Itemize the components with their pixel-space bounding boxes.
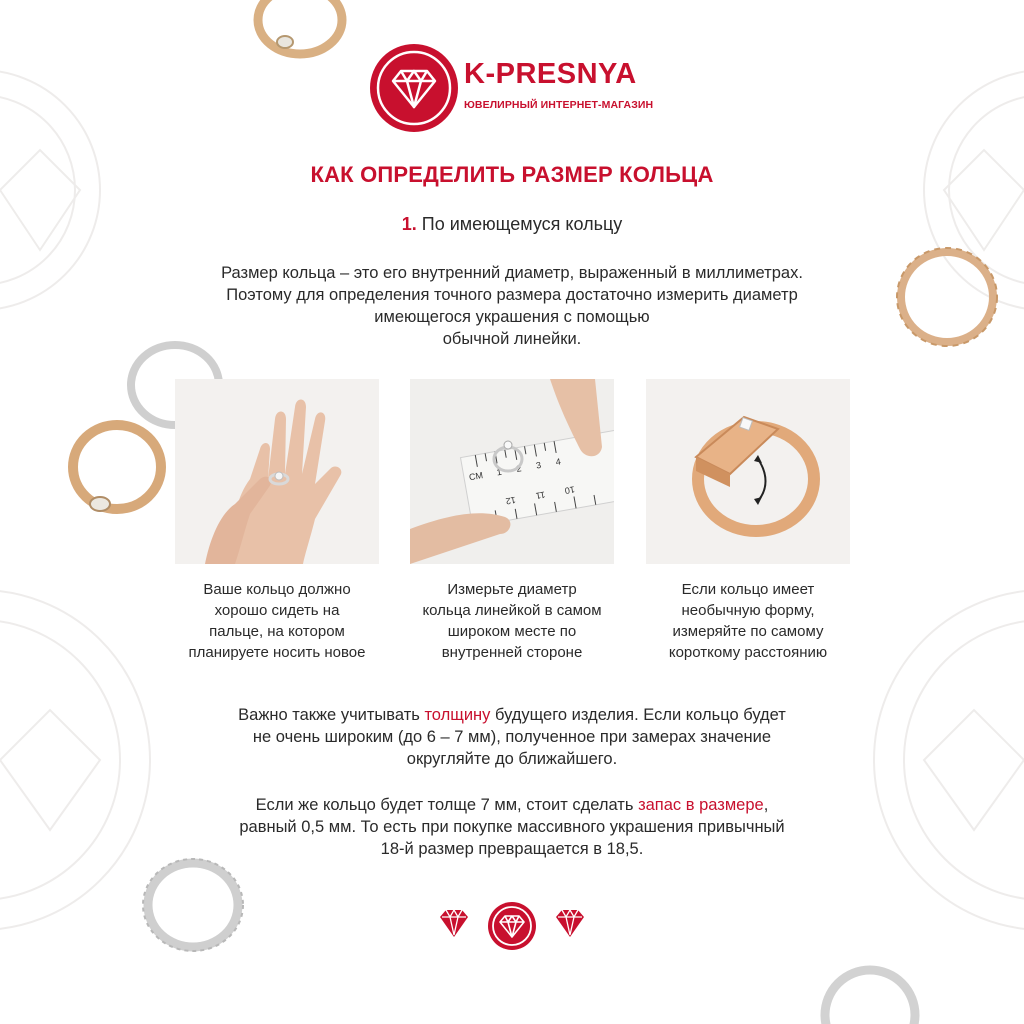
note-text: Важно также учитывать <box>238 706 425 724</box>
step-caption <box>638 579 858 663</box>
ruler-label: 11 <box>535 489 547 502</box>
hand-with-ring-photo <box>175 379 379 564</box>
note-line <box>112 794 912 816</box>
caption-line: широком месте по <box>447 623 577 640</box>
ruler-label: 1 <box>495 466 503 478</box>
ruler-label: 2 <box>515 463 523 475</box>
intro-line: Размер кольца – это его внутренний диаметр, выраженный в миллиметрах. <box>221 264 803 282</box>
intro-line: Поэтому для определения точного размера достаточно измерить диаметр <box>226 286 798 304</box>
note-line <box>112 704 912 726</box>
note-accent: запас в размере <box>638 796 764 814</box>
intro-line: имеющегося украшения с помощью <box>374 308 650 326</box>
ring-decoration-bottom-right-silver <box>815 960 925 1024</box>
footer-gem-icons <box>436 901 588 951</box>
caption-line: Измерьте диаметр <box>447 581 577 598</box>
ruler-label: 4 <box>554 456 562 468</box>
size-margin-note <box>112 794 912 860</box>
ring-on-ruler-photo <box>410 379 614 564</box>
section-number: 1. <box>401 214 417 234</box>
section-subtitle-text: По имеющемуся кольцу <box>421 214 623 234</box>
section-subtitle <box>0 214 1024 235</box>
ring-decoration-left-gold <box>62 412 172 522</box>
ring-decoration-top-left <box>245 0 355 70</box>
caption-line: внутренней стороне <box>441 644 583 661</box>
note-accent: толщину <box>424 706 491 724</box>
note-line: равный 0,5 мм. То есть при покупке массивного украшения привычный <box>239 818 785 836</box>
caption-line: необычную форму, <box>681 602 815 619</box>
caption-line: измеряйте по самому <box>672 623 824 640</box>
note-line: округляйте до ближайшего. <box>406 750 618 768</box>
step-caption <box>167 579 387 663</box>
brand-tagline: ЮВЕЛИРНЫЙ ИНТЕРНЕТ-МАГАЗИН <box>464 99 654 111</box>
step-caption <box>402 579 622 663</box>
note-text: , <box>763 796 769 814</box>
ring-decoration-bottom-left-silver <box>138 855 248 955</box>
caption-line: пальце, на котором <box>209 623 345 640</box>
gem-emblem-icon <box>488 902 536 950</box>
caption-line: планируете носить новое <box>188 644 366 661</box>
ruler-label: 3 <box>535 459 542 471</box>
gem-icon <box>440 910 468 937</box>
intro-paragraph <box>150 262 874 350</box>
ruler-label: CM <box>468 470 484 483</box>
ring-decoration-right-gold <box>890 242 1005 352</box>
ruler-label: 12 <box>504 494 517 507</box>
brand-logo <box>369 43 669 143</box>
caption-line: хорошо сидеть на <box>214 602 340 619</box>
thickness-note <box>112 704 912 770</box>
gem-icon <box>556 910 584 937</box>
page-title: КАК ОПРЕДЕЛИТЬ РАЗМЕР КОЛЬЦА <box>310 162 714 187</box>
caption-line: короткому расстоянию <box>668 644 828 661</box>
caption-line: Если кольцо имеет <box>681 581 815 598</box>
note-line: 18-й размер превращается в 18,5. <box>380 840 644 858</box>
gold-signet-ring-photo <box>646 379 850 564</box>
caption-line: Ваше кольцо должно <box>203 581 351 598</box>
intro-line: обычной линейки. <box>442 330 582 348</box>
gem-emblem-icon <box>369 43 459 133</box>
brand-name: K-PRESNYA <box>464 58 637 90</box>
ruler-illustration <box>410 379 614 564</box>
note-text: будущего изделия. Если кольцо будет <box>490 706 786 724</box>
caption-line: кольца линейкой в самом <box>422 602 602 619</box>
note-text: Если же кольцо будет толще 7 мм, стоит сделать <box>255 796 639 814</box>
signet-ring-illustration <box>646 379 850 564</box>
hand-illustration <box>175 379 379 564</box>
ruler-label: 10 <box>564 484 576 496</box>
note-line: не очень широким (до 6 – 7 мм), полученное при замерах значение <box>252 728 772 746</box>
